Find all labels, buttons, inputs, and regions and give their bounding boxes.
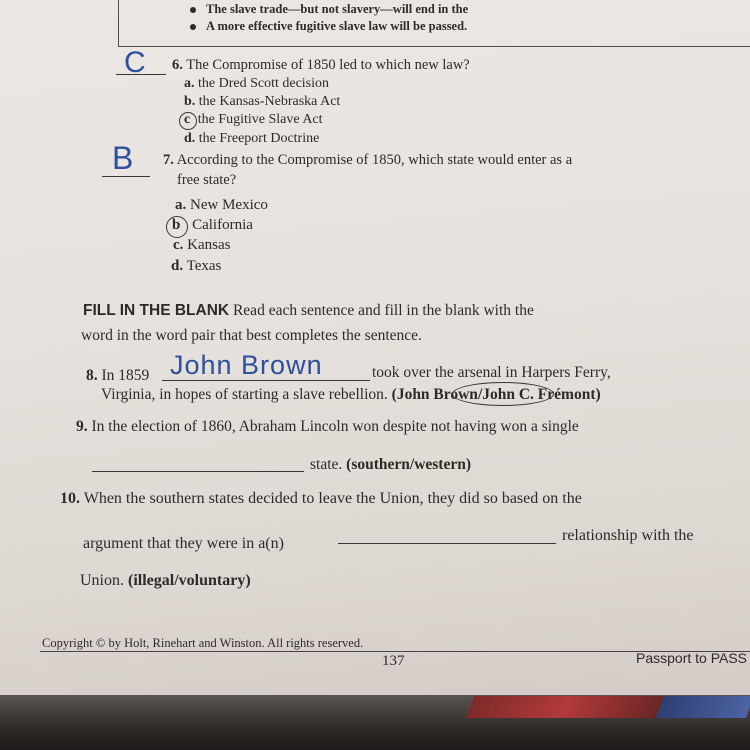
- bullet-item: The slave trade—but not slavery—will end in the: [190, 2, 468, 17]
- q6-option-d: d. the Freeport Doctrine: [184, 131, 320, 146]
- q8-line2: Virginia, in hopes of starting a slave rebellion. (John Brown/John C. Frémont): [101, 386, 601, 403]
- q8-pair-circle: [452, 382, 554, 406]
- fill-instructions-line1: FILL IN THE BLANK Read each sentence and fill in the blank with the: [83, 302, 534, 319]
- page-number: 137: [382, 653, 405, 669]
- decorative-stripe: [656, 696, 750, 718]
- bullet-icon: [190, 7, 196, 13]
- q7-option-d: d. Texas: [171, 258, 222, 274]
- q8-after: took over the arsenal in Harpers Ferry,: [372, 364, 611, 381]
- bullet-icon: [190, 24, 196, 30]
- book-title: Passport to PASS: [636, 650, 748, 666]
- fill-instructions-line2: word in the word pair that best completes the sentence.: [81, 327, 422, 344]
- q10-line3: Union. (illegal/voluntary): [80, 572, 251, 589]
- q9-line2: state. (southern/western): [310, 456, 471, 473]
- q7-question-line1: 7. According to the Compromise of 1850, which state would enter as a: [163, 152, 573, 168]
- q6-option-a: a. the Dred Scott decision: [184, 76, 330, 91]
- q10-line2-before: argument that they were in a(n): [83, 535, 284, 552]
- bullet-item: A more effective fugitive slave law will be passed.: [190, 19, 467, 34]
- decorative-stripe: [466, 696, 664, 718]
- q6-option-b: b. the Kansas-Nebraska Act: [184, 94, 341, 109]
- q6-question: 6. The Compromise of 1850 led to which new law?: [172, 57, 470, 73]
- q10-line2-after: relationship with the: [562, 527, 694, 544]
- q7-handwritten-answer: B: [112, 140, 134, 176]
- q10-answer-blank[interactable]: [338, 543, 556, 544]
- q7-option-a: a. New Mexico: [175, 197, 268, 213]
- q9-answer-blank[interactable]: [92, 471, 304, 472]
- q7-option-c: c. Kansas: [173, 237, 231, 253]
- q8-word-pair: (John Brown/John C. Frémont): [391, 386, 601, 403]
- q6-option-c: c the Fugitive Slave Act: [184, 112, 323, 127]
- q10-line1: 10. When the southern states decided to leave the Union, they did so based on the: [60, 490, 582, 507]
- q8-handwritten-answer: John Brown: [170, 350, 323, 380]
- q7-option-b: b California: [172, 217, 253, 233]
- q7-question-line2: free state?: [177, 172, 237, 188]
- q9-line1: 9. In the election of 1860, Abraham Lincoln won despite not having won a single: [76, 418, 579, 435]
- q6-handwritten-answer: C: [124, 46, 146, 79]
- q8-before: 8. In 1859: [86, 367, 150, 384]
- section-heading: FILL IN THE BLANK: [83, 302, 230, 319]
- copyright-text: Copyright © by Holt, Rinehart and Winston. All rights reserved.: [42, 636, 364, 650]
